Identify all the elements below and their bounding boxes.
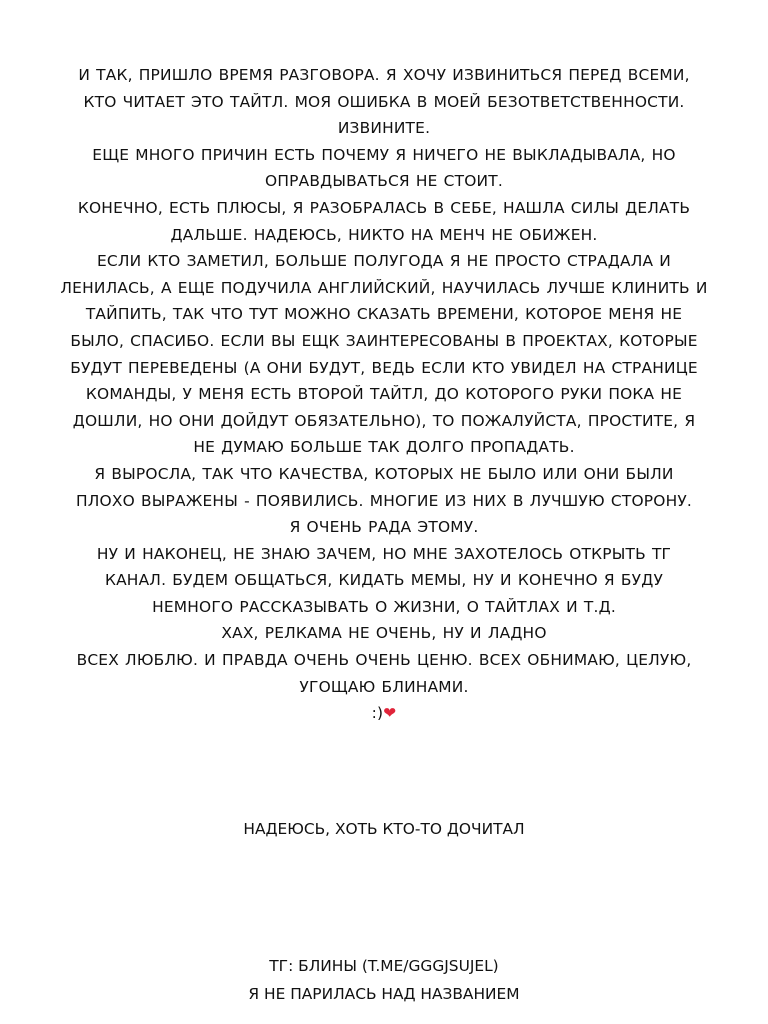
- message-line: ДОШЛИ, НО ОНИ ДОЙДУТ ОБЯЗАТЕЛЬНО), ТО ПОЖАЛУЙСТА, ПРОСТИТЕ, Я: [72, 411, 696, 430]
- message-line: ИЗВИНИТЕ.: [337, 119, 431, 138]
- message-line: ЕЩЕ МНОГО ПРИЧИН ЕСТЬ ПОЧЕМУ Я НИЧЕГО НЕ ВЫКЛАДЫВАЛА, НО: [92, 145, 676, 164]
- message-line: КОНЕЧНО, ЕСТЬ ПЛЮСЫ, Я РАЗОБРАЛАСЬ В СЕБЕ, НАШЛА СИЛЫ ДЕЛАТЬ: [77, 198, 691, 217]
- message-line: НЕ ДУМАЮ БОЛЬШЕ ТАК ДОЛГО ПРОПАДАТЬ.: [193, 438, 575, 457]
- message-line: БЫЛО, СПАСИБО. ЕСЛИ ВЫ ЕЩК ЗАИНТЕРЕСОВАНЫ В ПРОЕКТАХ, КОТОРЫЕ: [70, 331, 698, 350]
- message-line: ДАЛЬШЕ. НАДЕЮСЬ, НИКТО НА МЕНЧ НЕ ОБИЖЕН.: [170, 225, 598, 244]
- apology-message: [30, 62, 738, 727]
- message-line: Я ОЧЕНЬ РАДА ЭТОМУ.: [289, 518, 479, 537]
- message-line: Я ВЫРОСЛА, ТАК ЧТО КАЧЕСТВА, КОТОРЫХ НЕ БЫЛО ИЛИ ОНИ БЫЛИ: [94, 464, 674, 483]
- message-line: НУ И НАКОНЕЦ, НЕ ЗНАЮ ЗАЧЕМ, НО МНЕ ЗАХОТЕЛОСЬ ОТКРЫТЬ ТГ: [96, 544, 672, 563]
- message-line: БУДУТ ПЕРЕВЕДЕНЫ (А ОНИ БУДУТ, ВЕДЬ ЕСЛИ КТО УВИДЕЛ НА СТРАНИЦЕ: [70, 358, 698, 377]
- heart-icon: ❤: [383, 704, 397, 723]
- message-line: КАНАЛ. БУДЕМ ОБЩАТЬСЯ, КИДАТЬ МЕМЫ, НУ И КОНЕЧНО Я БУДУ: [104, 571, 664, 590]
- message-line: ХАХ, РЕЛКАМА НЕ ОЧЕНЬ, НУ И ЛАДНО: [221, 624, 547, 643]
- message-line: ОПРАВДЫВАТЬСЯ НЕ СТОИТ.: [265, 172, 503, 191]
- closing-line: НАДЕЮСЬ, ХОТЬ КТО-ТО ДОЧИТАЛ: [243, 820, 525, 838]
- message-line: ЛЕНИЛАСЬ, А ЕЩЕ ПОДУЧИЛА АНГЛИЙСКИЙ, НАУЧИЛАСЬ ЛУЧШЕ КЛИНИТЬ И: [60, 278, 708, 297]
- footer: [30, 952, 738, 1008]
- message-line: ТАЙПИТЬ, ТАК ЧТО ТУТ МОЖНО СКАЗАТЬ ВРЕМЕНИ, КОТОРОЕ МЕНЯ НЕ: [85, 305, 683, 324]
- message-line: И ТАК, ПРИШЛО ВРЕМЯ РАЗГОВОРА. Я ХОЧУ ИЗВИНИТЬСЯ ПЕРЕД ВСЕМИ,: [78, 66, 690, 84]
- message-line: ПЛОХО ВЫРАЖЕНЫ - ПОЯВИЛИСЬ. МНОГИЕ ИЗ НИХ В ЛУЧШУЮ СТОРОНУ.: [75, 491, 693, 510]
- footer-note: Я НЕ ПАРИЛАСЬ НАД НАЗВАНИЕМ: [248, 985, 520, 1003]
- telegram-channel: ТГ: БЛИНЫ (T.ME/GGGJSUJEL): [269, 957, 499, 975]
- message-line: КТО ЧИТАЕТ ЭТО ТАЙТЛ. МОЯ ОШИБКА В МОЕЙ БЕЗОТВЕТСТВЕННОСТИ.: [83, 92, 685, 111]
- message-line: КОМАНДЫ, У МЕНЯ ЕСТЬ ВТОРОЙ ТАЙТЛ, ДО КОТОРОГО РУКИ ПОКА НЕ: [85, 385, 683, 404]
- smile-text: :): [371, 704, 384, 723]
- smile-emoticon: [30, 700, 738, 727]
- message-line: УГОЩАЮ БЛИНАМИ.: [299, 677, 469, 696]
- message-line: ЕСЛИ КТО ЗАМЕТИЛ, БОЛЬШЕ ПОЛУГОДА Я НЕ ПРОСТО СТРАДАЛА И: [96, 252, 672, 271]
- message-line: ВСЕХ ЛЮБЛЮ. И ПРАВДА ОЧЕНЬ ОЧЕНЬ ЦЕНЮ. ВСЕХ ОБНИМАЮ, ЦЕЛУЮ,: [76, 651, 692, 670]
- message-line: НЕМНОГО РАССКАЗЫВАТЬ О ЖИЗНИ, О ТАЙТЛАХ И Т.Д.: [152, 597, 616, 616]
